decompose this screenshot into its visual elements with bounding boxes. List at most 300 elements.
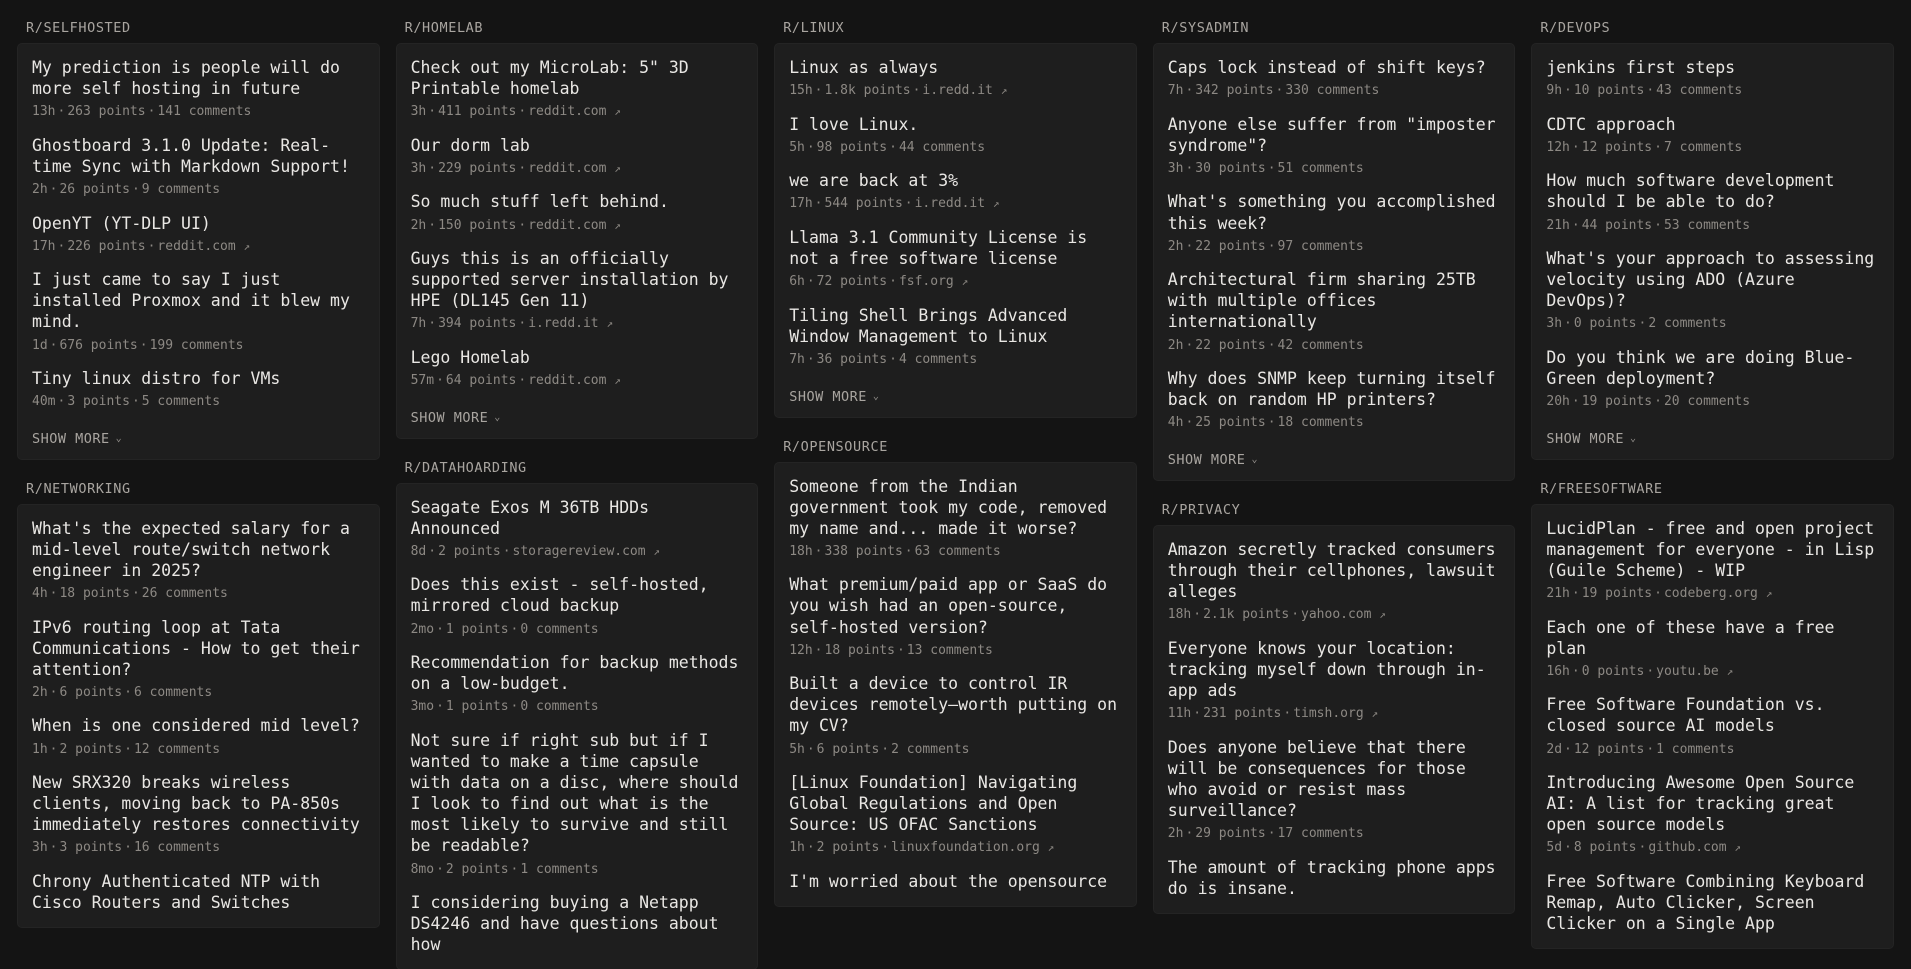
post-age: 12h <box>1546 139 1570 155</box>
post-title-link[interactable]: IPv6 routing loop at Tata Communications - How to get their attention? <box>32 617 360 679</box>
post-title-link[interactable]: I'm worried about the opensource <box>789 872 1108 891</box>
post-comments[interactable]: 53 comments <box>1663 217 1751 233</box>
post-item <box>1546 170 1879 234</box>
external-link-icon: ↗ <box>1734 841 1742 855</box>
post-domain[interactable] <box>528 161 621 176</box>
post-title-link[interactable]: [Linux Foundation] Navigating Global Regulations and Open Source: US OFAC Sanctions <box>789 773 1078 835</box>
post-comments[interactable]: 0 comments <box>520 621 599 637</box>
post-age: 17h <box>32 238 56 254</box>
post-comments[interactable]: 2 comments <box>891 741 970 757</box>
meta-separator: · <box>436 861 444 877</box>
post-item <box>32 518 365 603</box>
post-item <box>789 170 1122 213</box>
post-title-link[interactable]: Each one of these have a free plan <box>1546 617 1835 658</box>
post-comments[interactable]: 4 comments <box>898 351 978 367</box>
post-title-link[interactable]: The amount of tracking phone apps do is insane. <box>1167 857 1496 898</box>
meta-separator: · <box>1267 238 1276 254</box>
post-title-link[interactable]: Caps lock instead of shift keys? <box>1167 58 1486 77</box>
post-meta <box>411 861 744 879</box>
subreddit-title[interactable]: R/DATAHOARDING <box>404 459 527 476</box>
post-comments[interactable]: 141 comments <box>157 104 252 120</box>
post-item <box>789 227 1122 291</box>
post-points: 231 points <box>1203 706 1282 722</box>
subreddit-title[interactable]: R/SYSADMIN <box>1161 20 1250 36</box>
post-meta <box>411 543 744 561</box>
meta-separator: · <box>1646 741 1655 757</box>
post-meta <box>1546 585 1879 603</box>
meta-separator: · <box>1571 586 1580 602</box>
post-age: 17h <box>789 196 813 212</box>
chevron-down-icon: ⌄ <box>1251 454 1258 466</box>
post-item <box>789 114 1122 157</box>
meta-separator: · <box>1654 586 1662 602</box>
post-meta <box>411 160 744 178</box>
post-domain-label[interactable]: i.redd.it <box>914 196 986 212</box>
meta-separator: · <box>1564 741 1572 757</box>
post-domain-label[interactable]: i.redd.it <box>922 83 993 99</box>
post-domain[interactable] <box>899 274 968 289</box>
post-item <box>789 673 1122 758</box>
post-comments[interactable]: 7 comments <box>1663 139 1743 155</box>
post-title-link[interactable]: What's the expected salary for a mid-level route/switch network engineer in 2025? <box>32 518 350 580</box>
post-meta <box>32 741 365 759</box>
post-domain-label[interactable]: reddit.com <box>528 104 607 120</box>
meta-separator: · <box>1267 160 1276 176</box>
post-item <box>32 772 365 857</box>
meta-separator: · <box>57 238 66 254</box>
post-domain[interactable] <box>528 373 621 388</box>
post-item <box>789 476 1122 561</box>
meta-separator: · <box>1654 139 1662 155</box>
subreddit-card <box>18 505 379 928</box>
meta-separator: · <box>814 83 823 99</box>
meta-separator: · <box>814 543 823 559</box>
subreddit-title[interactable]: R/SELFHOSTED <box>26 20 131 36</box>
meta-separator: · <box>1267 826 1276 842</box>
post-title-link[interactable]: Tiny linux distro for VMs <box>32 369 281 389</box>
post-meta <box>1546 663 1879 681</box>
subreddit-title[interactable]: R/PRIVACY <box>1161 501 1241 518</box>
meta-separator: · <box>1283 706 1292 722</box>
post-domain-label[interactable]: reddit.com <box>157 238 236 254</box>
post-points: 2 points <box>438 543 501 559</box>
show-more-label: SHOW MORE <box>410 409 489 426</box>
post-domain[interactable] <box>513 544 661 559</box>
post-title-link[interactable]: jenkins first steps <box>1546 58 1736 77</box>
external-link-icon: ↗ <box>1726 664 1734 678</box>
board-column <box>1532 20 1893 948</box>
post-meta <box>1168 160 1501 178</box>
post-item <box>32 617 365 702</box>
subreddit-card <box>775 44 1136 417</box>
post-title-link[interactable]: So much stuff left behind. <box>410 192 669 212</box>
post-age: 12h <box>789 642 813 658</box>
post-title-link[interactable]: I considering buying a Netapp DS4246 and have questions about how <box>410 893 719 955</box>
post-meta <box>32 238 365 256</box>
post-meta <box>789 642 1122 660</box>
post-title-link[interactable]: Llama 3.1 Community License is not a free software license <box>789 227 1088 269</box>
post-age: 5h <box>789 139 805 155</box>
post-title-link[interactable]: I love Linux. <box>789 114 919 134</box>
meta-separator: · <box>1291 607 1300 623</box>
post-points: 36 points <box>816 351 888 367</box>
meta-separator: · <box>896 642 905 658</box>
post-domain[interactable] <box>528 218 621 233</box>
post-comments[interactable]: 44 comments <box>898 139 986 155</box>
post-age: 15h <box>789 83 813 99</box>
show-more-label: SHOW MORE <box>789 388 867 405</box>
meta-separator: · <box>1571 217 1580 233</box>
meta-separator: · <box>1654 217 1662 233</box>
subreddit-block <box>1154 20 1515 480</box>
post-item <box>411 135 744 178</box>
external-link-icon: ↗ <box>961 275 969 289</box>
meta-separator: · <box>1564 840 1572 856</box>
meta-separator: · <box>1185 238 1194 254</box>
chevron-down-icon: ⌄ <box>1630 433 1637 445</box>
show-more-label: SHOW MORE <box>32 430 110 447</box>
post-domain-label[interactable]: storagereview.com <box>512 543 646 559</box>
external-link-icon: ↗ <box>992 197 1000 211</box>
post-comments[interactable]: 13 comments <box>906 642 993 658</box>
post-title-link[interactable]: My prediction is people will do more self hosting in future <box>32 58 340 99</box>
meta-separator: · <box>518 373 527 389</box>
post-title-link[interactable]: What's your approach to assessing velocity using ADO (Azure DevOps)? <box>1546 249 1875 311</box>
post-comments[interactable]: 43 comments <box>1656 83 1743 99</box>
meta-separator: · <box>1275 83 1284 99</box>
post-title-link[interactable]: Introducing Awesome Open Source AI: A list for tracking great open source models <box>1546 773 1855 835</box>
post-title-link[interactable]: OpenYT (YT-DLP UI) <box>32 213 211 233</box>
post-title-link[interactable]: Chrony Authenticated NTP with Cisco Routers and Switches <box>32 872 321 913</box>
post-age: 2mo <box>410 621 435 637</box>
post-comments[interactable]: 330 comments <box>1285 83 1380 99</box>
post-item <box>32 135 365 199</box>
post-points: 25 points <box>1195 415 1266 431</box>
post-domain[interactable] <box>528 316 613 331</box>
post-age: 6h <box>789 274 805 290</box>
meta-separator: · <box>518 217 527 233</box>
post-age: 57m <box>410 373 435 389</box>
meta-separator: · <box>1638 840 1647 856</box>
post-domain-label[interactable]: yahoo.com <box>1301 607 1372 623</box>
post-age: 2h <box>410 217 427 233</box>
post-age: 5d <box>1546 840 1563 856</box>
post-comments[interactable]: 2 comments <box>1648 316 1727 332</box>
post-domain[interactable] <box>1664 586 1772 601</box>
post-domain-label[interactable]: linuxfoundation.org <box>891 840 1040 856</box>
post-item <box>411 347 744 390</box>
post-domain[interactable] <box>1648 840 1741 855</box>
post-comments[interactable]: 16 comments <box>133 840 221 856</box>
post-title-link[interactable]: How much software development should I be able to do? <box>1546 171 1835 212</box>
post-points: 6 points <box>816 741 880 757</box>
post-domain[interactable] <box>915 196 1000 211</box>
post-domain-label[interactable]: reddit.com <box>528 160 607 176</box>
post-meta <box>789 82 1122 100</box>
post-meta <box>789 839 1122 857</box>
meta-separator: · <box>904 543 913 559</box>
post-domain-label[interactable]: reddit.com <box>528 373 607 389</box>
post-points: 8 points <box>1573 840 1637 856</box>
post-domain-label[interactable]: fsf.org <box>898 274 954 290</box>
post-title-link[interactable]: Everyone knows your location: tracking myself down through in-app ads <box>1167 638 1486 700</box>
post-age: 7h <box>789 351 805 367</box>
post-title-link[interactable]: Check out my MicroLab: 5" 3D Printable homelab <box>410 58 689 99</box>
meta-separator: · <box>1185 83 1194 99</box>
post-meta <box>789 195 1122 213</box>
meta-separator: · <box>49 586 58 602</box>
post-domain-label[interactable]: timsh.org <box>1293 706 1364 722</box>
post-title-link[interactable]: Guys this is an officially supported server installation by HPE (DL145 Gen 11) <box>410 249 729 311</box>
post-title-link[interactable]: LucidPlan - free and open project management for everyone - in Lisp (Guile Scheme) - WIP <box>1546 518 1875 580</box>
post-age: 8d <box>410 543 427 559</box>
post-comments[interactable]: 1 comments <box>1656 741 1735 757</box>
post-domain-label[interactable]: codeberg.org <box>1663 586 1758 602</box>
meta-separator: · <box>1193 706 1202 722</box>
post-title-link[interactable]: Lego Homelab <box>410 347 530 367</box>
post-points: 1 points <box>445 699 509 715</box>
post-comments[interactable]: 1 comments <box>520 861 599 877</box>
post-points: 18 points <box>59 586 130 602</box>
post-age: 3h <box>1167 160 1184 176</box>
post-comments[interactable]: 97 comments <box>1277 238 1364 254</box>
post-meta <box>411 315 744 333</box>
post-age: 2h <box>1167 238 1184 254</box>
post-comments[interactable]: 12 comments <box>133 741 221 757</box>
post-meta <box>1168 705 1501 723</box>
post-domain-label[interactable]: github.com <box>1648 840 1727 856</box>
post-domain[interactable] <box>157 239 250 254</box>
post-age: 18h <box>789 543 813 559</box>
show-more-button[interactable] <box>1546 425 1636 451</box>
post-age: 16h <box>1546 663 1570 679</box>
post-comments[interactable]: 63 comments <box>914 543 1001 559</box>
post-meta <box>1546 82 1879 100</box>
post-comments[interactable]: 9 comments <box>141 181 221 197</box>
post-title-link[interactable]: Architectural firm sharing 25TB with multiple offices internationally <box>1167 270 1476 332</box>
post-points: 1.8k points <box>824 83 911 99</box>
subreddit-block <box>1532 20 1893 459</box>
post-title-link[interactable]: Recommendation for backup methods on a low-budget. <box>410 653 739 694</box>
meta-separator: · <box>147 104 156 120</box>
post-points: 18 points <box>824 642 895 658</box>
meta-separator: · <box>428 217 437 233</box>
post-item <box>1168 368 1501 432</box>
show-more-label: SHOW MORE <box>1546 430 1625 447</box>
post-title-link[interactable]: Do you think we are doing Blue-Green deployment? <box>1546 347 1855 389</box>
post-title-link[interactable]: Our dorm lab <box>410 135 530 155</box>
post-title-link[interactable]: Someone from the Indian government took my code, removed my name and... made it worse? <box>789 476 1108 538</box>
meta-separator: · <box>1193 607 1202 623</box>
post-points: 676 points <box>59 337 138 353</box>
subreddit-block <box>397 460 758 969</box>
post-item <box>411 574 744 638</box>
post-title-link[interactable]: Free Software Foundation vs. closed source AI models <box>1546 695 1825 736</box>
post-domain[interactable] <box>528 104 621 119</box>
post-age: 1d <box>32 337 48 353</box>
post-age: 3h <box>1546 316 1563 332</box>
chevron-down-icon: ⌄ <box>494 412 501 424</box>
post-comments[interactable]: 6 comments <box>133 684 213 700</box>
meta-separator: · <box>912 83 921 99</box>
post-meta <box>1546 315 1879 333</box>
post-comments[interactable]: 26 comments <box>141 586 228 602</box>
post-item <box>789 305 1122 369</box>
post-title-link[interactable]: we are back at 3% <box>789 171 959 191</box>
post-title-link[interactable]: Does anyone believe that there will be consequences for those who avoid or resist mass surveillance? <box>1167 737 1466 820</box>
show-more-button[interactable] <box>32 425 122 451</box>
post-points: 2 points <box>59 741 123 757</box>
meta-separator: · <box>124 840 132 856</box>
meta-separator: · <box>1646 83 1655 99</box>
post-points: 2.1k points <box>1203 607 1290 623</box>
meta-separator: · <box>814 642 823 658</box>
post-item <box>32 715 365 758</box>
post-domain-label[interactable]: reddit.com <box>528 217 607 233</box>
post-comments[interactable]: 51 comments <box>1277 160 1364 176</box>
post-age: 1h <box>32 741 48 757</box>
subreddit-block <box>397 20 758 438</box>
post-title-link[interactable]: I just came to say I just installed Proxmox and it blew my mind. <box>32 270 350 332</box>
post-domain-label[interactable]: youtu.be <box>1656 663 1719 679</box>
meta-separator: · <box>1564 83 1572 99</box>
post-comments[interactable]: 199 comments <box>149 337 244 353</box>
post-meta <box>1168 82 1501 100</box>
show-more-button[interactable] <box>411 404 501 430</box>
meta-separator: · <box>436 699 444 715</box>
post-title-link[interactable]: Tiling Shell Brings Advanced Window Management to Linux <box>789 305 1068 346</box>
meta-separator: · <box>57 394 66 410</box>
post-title-link[interactable]: Amazon secretly tracked consumers through their cellphones, lawsuit alleges <box>1167 539 1496 602</box>
post-title-link[interactable]: What premium/paid app or SaaS do you wish had an open-source, self-hosted version? <box>789 575 1108 637</box>
post-meta <box>789 351 1122 369</box>
post-title-link[interactable]: What's something you accomplished this week? <box>1167 192 1496 233</box>
post-age: 3h <box>410 104 427 120</box>
post-item <box>1168 857 1501 899</box>
post-title-link[interactable]: Not sure if right sub but if I wanted to make a time capsule with data on a disc, where should I look to find out what is the most likely to survive and still be readable? <box>410 730 739 856</box>
subreddit-block <box>775 20 1136 417</box>
post-comments[interactable]: 5 comments <box>141 394 221 410</box>
meta-separator: · <box>518 316 527 332</box>
post-item <box>411 248 744 333</box>
post-title-link[interactable]: When is one considered mid level? <box>32 716 360 736</box>
post-points: 3 points <box>59 840 123 856</box>
post-age: 3h <box>410 160 427 176</box>
post-meta <box>32 103 365 121</box>
post-item <box>1168 269 1501 354</box>
post-points: 263 points <box>67 104 146 120</box>
post-domain[interactable] <box>1656 664 1733 679</box>
post-item <box>1168 191 1501 255</box>
post-meta <box>411 621 744 639</box>
post-points: 10 points <box>1573 83 1645 99</box>
post-domain[interactable] <box>1293 706 1378 721</box>
post-comments[interactable]: 42 comments <box>1277 337 1364 353</box>
external-link-icon: ↗ <box>1000 84 1008 98</box>
show-more-button[interactable] <box>1168 446 1258 472</box>
post-title-link[interactable]: Built a device to control IR devices remotely—worth putting on my CV? <box>789 674 1118 736</box>
meta-separator: · <box>881 840 890 856</box>
post-meta <box>1546 139 1879 157</box>
show-more-button[interactable] <box>789 383 879 409</box>
post-points: 30 points <box>1195 160 1266 176</box>
subreddit-title[interactable]: R/LINUX <box>783 20 845 36</box>
post-age: 4h <box>1167 415 1184 431</box>
post-item <box>1168 638 1501 723</box>
post-item <box>32 368 365 411</box>
subreddit-title[interactable]: R/HOMELAB <box>404 20 484 36</box>
post-domain-label[interactable]: i.redd.it <box>528 316 599 332</box>
post-age: 18h <box>1167 607 1192 623</box>
post-comments[interactable]: 18 comments <box>1277 415 1364 431</box>
meta-separator: · <box>510 621 519 637</box>
post-age: 3h <box>32 840 48 856</box>
post-points: 226 points <box>67 238 146 254</box>
post-domain[interactable] <box>922 83 1007 98</box>
board-column <box>1154 20 1515 913</box>
post-title-link[interactable]: Why does SNMP keep turning itself back on random HP printers? <box>1167 369 1496 410</box>
post-title-link[interactable]: Does this exist - self-hosted, mirrored cloud backup <box>410 575 709 616</box>
post-points: 29 points <box>1195 826 1266 842</box>
subreddit-title[interactable]: R/OPENSOURCE <box>783 438 888 455</box>
meta-separator: · <box>889 139 897 155</box>
post-domain[interactable] <box>891 840 1054 855</box>
post-item <box>411 730 744 878</box>
meta-separator: · <box>1571 394 1580 410</box>
post-points: 0 points <box>1573 316 1637 332</box>
subreddit-block <box>1532 481 1893 949</box>
post-title-link[interactable]: Ghostboard 3.1.0 Update: Real-time Sync with Markdown Support! <box>32 135 350 176</box>
meta-separator: · <box>1564 316 1572 332</box>
meta-separator: · <box>889 351 897 367</box>
subreddit-title[interactable]: R/NETWORKING <box>26 480 131 497</box>
post-comments[interactable]: 20 comments <box>1663 394 1751 410</box>
post-item <box>1168 57 1501 100</box>
subreddit-block <box>775 439 1136 907</box>
post-item <box>1546 772 1879 857</box>
post-comments[interactable]: 0 comments <box>520 699 599 715</box>
meta-separator: · <box>49 337 58 353</box>
post-item <box>1168 737 1501 843</box>
post-domain[interactable] <box>1301 607 1386 622</box>
post-title-link[interactable]: Linux as always <box>789 58 939 77</box>
post-age: 2h <box>32 684 48 700</box>
subreddit-title[interactable]: R/DEVOPS <box>1540 20 1611 36</box>
post-item <box>1546 114 1879 157</box>
post-age: 20h <box>1546 394 1570 410</box>
subreddit-title[interactable]: R/FREESOFTWARE <box>1540 480 1663 497</box>
meta-separator: · <box>814 196 823 212</box>
post-title-link[interactable]: Free Software Combining Keyboard Remap, Auto Clicker, Screen Clicker on a Single App <box>1546 872 1865 934</box>
post-age: 8mo <box>410 861 435 877</box>
post-title-link[interactable]: CDTC approach <box>1546 114 1676 134</box>
post-points: 12 points <box>1581 139 1653 155</box>
post-item <box>411 57 744 121</box>
subreddit-card <box>775 463 1136 907</box>
post-item <box>1168 114 1501 178</box>
post-item <box>411 497 744 561</box>
post-title-link[interactable]: Anyone else suffer from "imposter syndrome"? <box>1167 114 1496 155</box>
meta-separator: · <box>1185 160 1194 176</box>
post-title-link[interactable]: New SRX320 breaks wireless clients, moving back to PA-850s immediately restores connectivity <box>32 773 360 835</box>
meta-separator: · <box>1267 337 1276 353</box>
post-points: 1 points <box>445 621 509 637</box>
post-points: 229 points <box>438 160 517 176</box>
meta-separator: · <box>57 104 66 120</box>
post-comments[interactable]: 17 comments <box>1277 826 1364 842</box>
post-points: 72 points <box>816 274 888 290</box>
post-title-link[interactable]: Seagate Exos M 36TB HDDs Announced <box>410 497 650 538</box>
